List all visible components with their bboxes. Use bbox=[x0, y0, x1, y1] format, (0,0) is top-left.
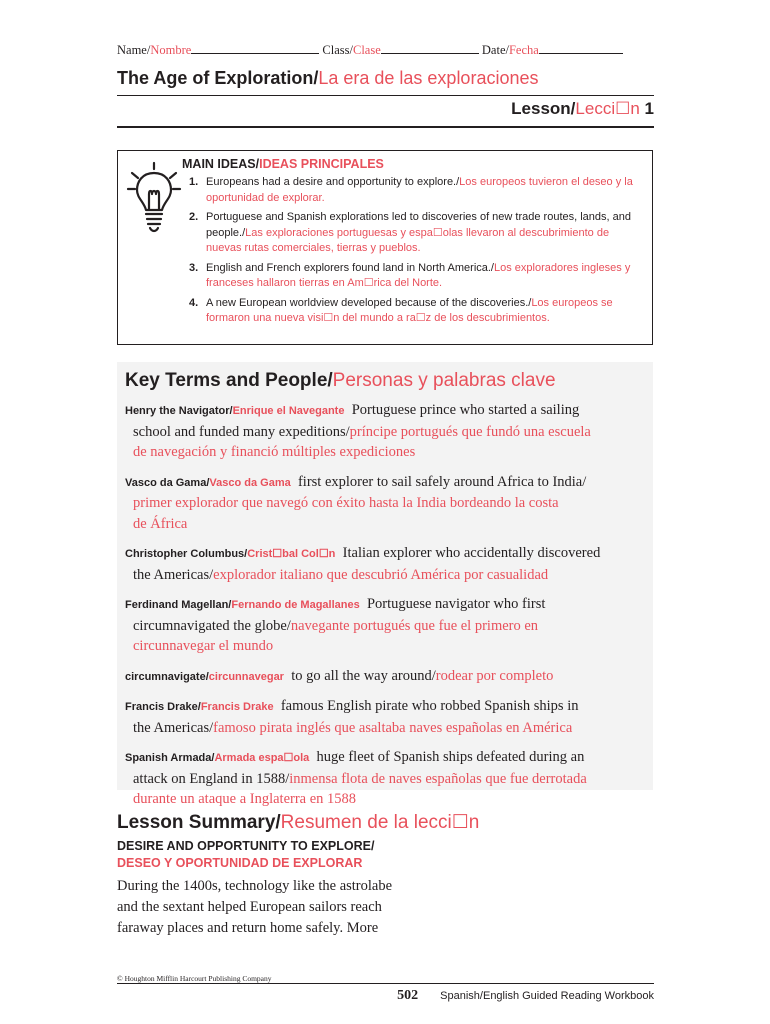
main-idea-text-en: Europeans had a desire and opportunity to explore./ bbox=[206, 176, 460, 188]
key-term-name-en: circumnavigate/ bbox=[125, 670, 209, 683]
lesson-label-en: Lesson/ bbox=[511, 99, 576, 118]
key-term-definition-en: huge fleet of Spanish ships defeated during an bbox=[316, 749, 585, 765]
main-idea-item bbox=[189, 296, 644, 327]
lesson-heading bbox=[511, 99, 654, 119]
main-idea-item bbox=[189, 210, 644, 257]
summary-subheading-en: DESIRE AND OPPORTUNITY TO EXPLORE/ bbox=[117, 839, 375, 853]
key-terms-box bbox=[117, 362, 653, 807]
date-field[interactable] bbox=[539, 42, 623, 54]
key-term-definition-es: príncipe portugués que fundó una escuela bbox=[349, 423, 591, 440]
main-idea-text-es: Los exploradores ingleses y franceses hallaron tierras en Am☐rica del Norte. bbox=[206, 261, 631, 289]
key-term bbox=[125, 594, 651, 657]
key-term-line bbox=[125, 422, 651, 443]
main-ideas-box bbox=[117, 150, 653, 345]
key-term-line bbox=[125, 442, 651, 463]
key-term bbox=[125, 472, 651, 535]
lesson-summary-title-en: Lesson Summary/ bbox=[117, 812, 281, 833]
key-term-definition-es: inmensa flota de naves españolas que fue derrotada bbox=[289, 770, 587, 787]
key-term-definition-es: navegante portugués que fue el primero en bbox=[290, 617, 539, 634]
key-term bbox=[125, 666, 651, 688]
key-term-name-es: Armada espa☐ola bbox=[214, 752, 310, 764]
name-class-date-line bbox=[117, 42, 654, 58]
main-ideas-heading-es: IDEAS PRINCIPALES bbox=[259, 157, 384, 171]
key-term-line bbox=[125, 666, 651, 688]
key-term-name-es: Enrique el Navegante bbox=[232, 405, 345, 417]
main-ideas-list bbox=[189, 175, 644, 331]
key-term-line bbox=[125, 565, 651, 586]
main-idea-text-en: Portuguese and Spanish explorations led to discoveries of new trade routes, lands, and people./ bbox=[206, 211, 631, 239]
key-term-definition-en: the Americas/ bbox=[133, 566, 214, 583]
key-term-line bbox=[125, 616, 651, 637]
summary-line: During the 1400s, technology like the astrolabe bbox=[117, 878, 393, 894]
title-divider bbox=[117, 95, 654, 96]
key-term-name-en: Vasco da Gama/ bbox=[125, 476, 210, 489]
main-idea-item bbox=[189, 175, 644, 206]
main-idea-number: 3. bbox=[189, 261, 199, 274]
key-term-name bbox=[125, 477, 291, 489]
name-label: Name/ bbox=[117, 43, 151, 57]
lesson-summary-title-es: Resumen de la lecci☐n bbox=[280, 812, 480, 833]
key-term-line bbox=[125, 472, 651, 494]
chapter-title-es: La era de las exploraciones bbox=[318, 68, 539, 88]
class-label: Class/ bbox=[322, 43, 353, 57]
key-term-line bbox=[125, 747, 651, 769]
key-term-line bbox=[125, 718, 651, 739]
key-term-name-es: Fernando de Magallanes bbox=[231, 599, 360, 611]
name-label-es: Nombre bbox=[150, 43, 192, 57]
key-term bbox=[125, 400, 651, 463]
lesson-summary-title bbox=[117, 811, 479, 834]
key-term-line bbox=[125, 594, 651, 616]
key-term-name-es: circunnavegar bbox=[208, 670, 284, 683]
book-title: Spanish/English Guided Reading Workbook bbox=[440, 990, 654, 1002]
date-label: Date/ bbox=[481, 43, 509, 57]
key-term-line bbox=[125, 514, 651, 535]
key-term-name-en: Ferdinand Magellan/ bbox=[125, 599, 232, 611]
summary-subheading-es: DESEO Y OPORTUNIDAD DE EXPLORAR bbox=[117, 856, 363, 870]
class-field[interactable] bbox=[381, 42, 479, 54]
key-term-definition-es: primer explorador que navegó con éxito hasta la India bordeando la costa bbox=[133, 495, 559, 511]
key-terms-list bbox=[125, 400, 651, 819]
key-term-line bbox=[125, 493, 651, 514]
key-term-definition-en: Portuguese navigator who first bbox=[366, 596, 546, 612]
main-idea-text-es: Los europeos se formaron una nueva visi☐n del mundo a ra☐z de los descubrimientos. bbox=[206, 296, 613, 324]
lesson-number: 1 bbox=[644, 99, 654, 118]
key-term-definition-es: rodear por completo bbox=[435, 667, 554, 684]
key-term-name-en: Francis Drake/ bbox=[125, 701, 201, 713]
summary-line: and the sextant helped European sailors reach bbox=[117, 899, 382, 915]
key-term-definition-en: to go all the way around/ bbox=[291, 667, 436, 684]
key-term-line bbox=[125, 400, 651, 422]
summary-body bbox=[117, 876, 437, 939]
key-term-name-en: Spanish Armada/ bbox=[125, 752, 215, 764]
key-term-definition-en: Portuguese prince who started a sailing bbox=[351, 402, 580, 418]
key-term-definition-es: circunnavegar el mundo bbox=[133, 638, 274, 654]
key-term-definition-es: durante un ataque a Inglaterra en 1588 bbox=[133, 791, 357, 807]
main-idea-text-en: English and French explorers found land in North America./ bbox=[206, 261, 494, 274]
name-field[interactable] bbox=[191, 42, 319, 54]
main-ideas-heading-en: MAIN IDEAS/ bbox=[182, 157, 260, 171]
chapter-title-en: The Age of Exploration/ bbox=[117, 68, 319, 88]
lightbulb-icon bbox=[126, 161, 182, 235]
key-term-definition-en: school and funded many expeditions/ bbox=[133, 423, 350, 440]
copyright-notice: © Houghton Mifflin Harcourt Publishing Company bbox=[117, 974, 272, 983]
key-term-name-es: Crist☐bal Col☐n bbox=[247, 548, 336, 560]
summary-line: faraway places and return home safely. More bbox=[117, 920, 379, 936]
key-term-name bbox=[125, 701, 274, 713]
key-term-line bbox=[125, 769, 651, 790]
key-term-definition-es: de África bbox=[133, 515, 188, 532]
key-term-definition-en: famous English pirate who robbed Spanish ships in bbox=[280, 698, 579, 714]
main-idea-text-es: Los europeos tuvieron el deseo y la oportunidad de explorar. bbox=[206, 176, 633, 204]
lesson-label-es: Lecci☐n bbox=[575, 99, 640, 118]
class-label-es: Clase bbox=[352, 43, 381, 57]
key-term-name-es: Vasco da Gama bbox=[209, 476, 291, 489]
key-term-name bbox=[125, 405, 344, 417]
key-term-line bbox=[125, 789, 651, 810]
chapter-title bbox=[117, 68, 538, 89]
page-number: 502 bbox=[397, 988, 419, 1003]
key-term-definition-en: first explorer to sail safely around Africa to India/ bbox=[297, 473, 587, 490]
key-term bbox=[125, 543, 651, 585]
page-footer bbox=[397, 986, 654, 1004]
footer-divider bbox=[117, 983, 654, 984]
key-term-definition-es: explorador italiano que descubrió América por casualidad bbox=[213, 566, 549, 583]
key-term-name-en: Henry the Navigator/ bbox=[125, 405, 233, 417]
main-idea-number: 1. bbox=[189, 176, 199, 188]
lesson-divider bbox=[117, 126, 654, 128]
key-term bbox=[125, 696, 651, 738]
date-label-es: Fecha bbox=[508, 43, 539, 57]
key-terms-title bbox=[125, 370, 556, 392]
main-idea-number: 2. bbox=[189, 211, 199, 223]
key-term-definition-es: famoso pirata inglés que asaltaba naves españolas en América bbox=[213, 719, 573, 736]
key-terms-title-en: Key Terms and People/ bbox=[125, 370, 333, 391]
key-term-definition-en: circumnavigated the globe/ bbox=[133, 617, 291, 634]
key-term-name-en: Christopher Columbus/ bbox=[125, 548, 248, 560]
key-term-line bbox=[125, 696, 651, 718]
main-ideas-heading bbox=[182, 157, 384, 171]
key-term-name-es: Francis Drake bbox=[200, 701, 274, 713]
key-term bbox=[125, 747, 651, 810]
main-idea-text-en: A new European worldview developed because of the discoveries./ bbox=[206, 296, 532, 309]
main-idea-text-es: Las exploraciones portuguesas y espa☐olas llevaron al descubrimiento de nuevas rutas comerciales, tierras y pueblos. bbox=[206, 226, 610, 254]
key-term-definition-es: de navegación y financió múltiples expediciones bbox=[133, 444, 416, 460]
key-term-line bbox=[125, 543, 651, 565]
key-term-definition-en: attack on England in 1588/ bbox=[133, 770, 290, 787]
main-idea-item bbox=[189, 261, 644, 292]
key-term-name bbox=[125, 671, 284, 683]
main-idea-number: 4. bbox=[189, 296, 199, 309]
key-terms-title-es: Personas y palabras clave bbox=[332, 370, 556, 391]
key-term-line bbox=[125, 636, 651, 657]
key-term-name bbox=[125, 752, 309, 764]
key-term-name bbox=[125, 548, 335, 560]
key-term-definition-en: Italian explorer who accidentally discovered bbox=[342, 545, 601, 561]
key-term-name bbox=[125, 599, 360, 611]
key-term-definition-en: the Americas/ bbox=[133, 719, 214, 736]
